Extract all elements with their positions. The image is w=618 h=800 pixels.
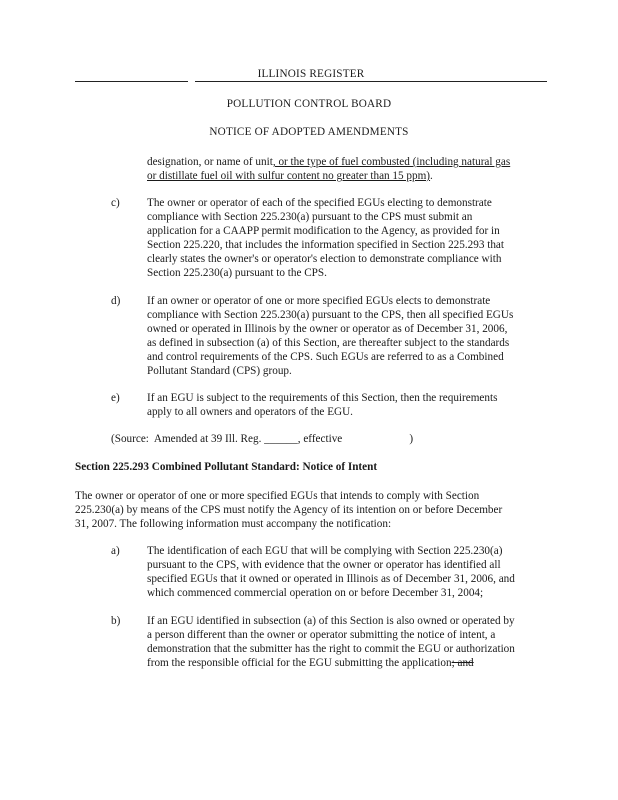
section-intro-line: The owner or operator of one or more specified EGUs that intends to comply with Section bbox=[75, 490, 480, 502]
para-c-line: clearly states the owner's or operator's election to demonstrate compliance with bbox=[147, 253, 502, 265]
para-e-line: If an EGU is subject to the requirements of this Section, then the requirements bbox=[147, 392, 498, 404]
item-a-label: a) bbox=[111, 545, 120, 557]
para-c-line: Section 225.220, that includes the information specified in Section 225.293 that bbox=[147, 239, 505, 251]
inserted-text: , or the type of fuel combusted (including natural gas bbox=[272, 156, 511, 168]
para-d-line: If an owner or operator of one or more specified EGUs elects to demonstrate bbox=[147, 295, 491, 307]
notice-title: NOTICE OF ADOPTED AMENDMENTS bbox=[209, 126, 409, 138]
register-title: ILLINOIS REGISTER bbox=[257, 68, 365, 80]
source-note: (Source: Amended at 39 Ill. Reg. ______, effective ) bbox=[111, 433, 414, 445]
board-title: POLLUTION CONTROL BOARD bbox=[226, 98, 392, 110]
item-b-label: b) bbox=[111, 615, 121, 627]
section-intro-line: 225.230(a) by means of the CPS must notify the Agency of its intention on or before December bbox=[75, 504, 503, 516]
para-c-line: compliance with Section 225.230(a) pursuant to the CPS must submit an bbox=[147, 211, 473, 223]
para-d-label: d) bbox=[111, 295, 121, 307]
para-d-line: as defined in subsection (a) of this Section, are thereafter subject to the standards bbox=[147, 337, 510, 349]
para-d-line: Pollutant Standard (CPS) group. bbox=[147, 365, 292, 377]
para-d-line: compliance with Section 225.230(a) pursuant to the CPS, then all specified EGUs bbox=[147, 309, 514, 321]
continuation-line-2 bbox=[147, 169, 433, 183]
header-rule-right bbox=[195, 81, 547, 82]
item-b-line bbox=[147, 656, 474, 670]
item-a-line: specified EGUs that it owned or operated in Illinois as of December 31, 2006, and bbox=[147, 573, 515, 585]
para-d-line: owned or operated in Illinois by the owner or operator as of December 31, 2006, bbox=[147, 323, 508, 335]
section-heading: Section 225.293 Combined Pollutant Standard: Notice of Intent bbox=[75, 461, 378, 473]
item-a-line: which commenced commercial operation on or before December 31, 2004; bbox=[147, 587, 484, 599]
item-a-line: pursuant to the CPS, with evidence that the owner or operator has identified all bbox=[147, 559, 501, 571]
continuation-text: . bbox=[430, 170, 433, 182]
header-rule-left bbox=[75, 81, 188, 82]
para-c-line: application for a CAAPP permit modification to the Agency, as provided for in bbox=[147, 225, 500, 237]
item-b-line: If an EGU identified in subsection (a) of this Section is also owned or operated by bbox=[147, 615, 515, 627]
continuation-text: designation, or name of unit bbox=[147, 156, 273, 168]
item-a-line: The identification of each EGU that will be complying with Section 225.230(a) bbox=[147, 545, 503, 557]
item-b-line: demonstration that the submitter has the right to commit the EGU or authorization bbox=[147, 643, 515, 655]
item-b-text: from the responsible official for the EGU submitting the application bbox=[147, 657, 452, 669]
para-e-label: e) bbox=[111, 392, 120, 404]
para-c-label: c) bbox=[111, 197, 120, 209]
item-b-line: a person different than the owner or operator submitting the notice of intent, a bbox=[147, 629, 496, 641]
inserted-text: or distillate fuel oil with sulfur content no greater than 15 ppm) bbox=[147, 170, 431, 182]
para-c-line: The owner or operator of each of the specified EGUs electing to demonstrate bbox=[147, 197, 492, 209]
para-d-line: and control requirements of the CPS. Such EGUs are referred to as a Combined bbox=[147, 351, 504, 363]
deleted-text: ; and bbox=[451, 657, 474, 669]
para-c-line: Section 225.230(a) pursuant to the CPS. bbox=[147, 267, 327, 279]
para-e-line: apply to all owners and operators of the EGU. bbox=[147, 406, 353, 418]
continuation-line-1 bbox=[147, 155, 510, 169]
section-intro-line: 31, 2007. The following information must accompany the notification: bbox=[75, 518, 392, 530]
